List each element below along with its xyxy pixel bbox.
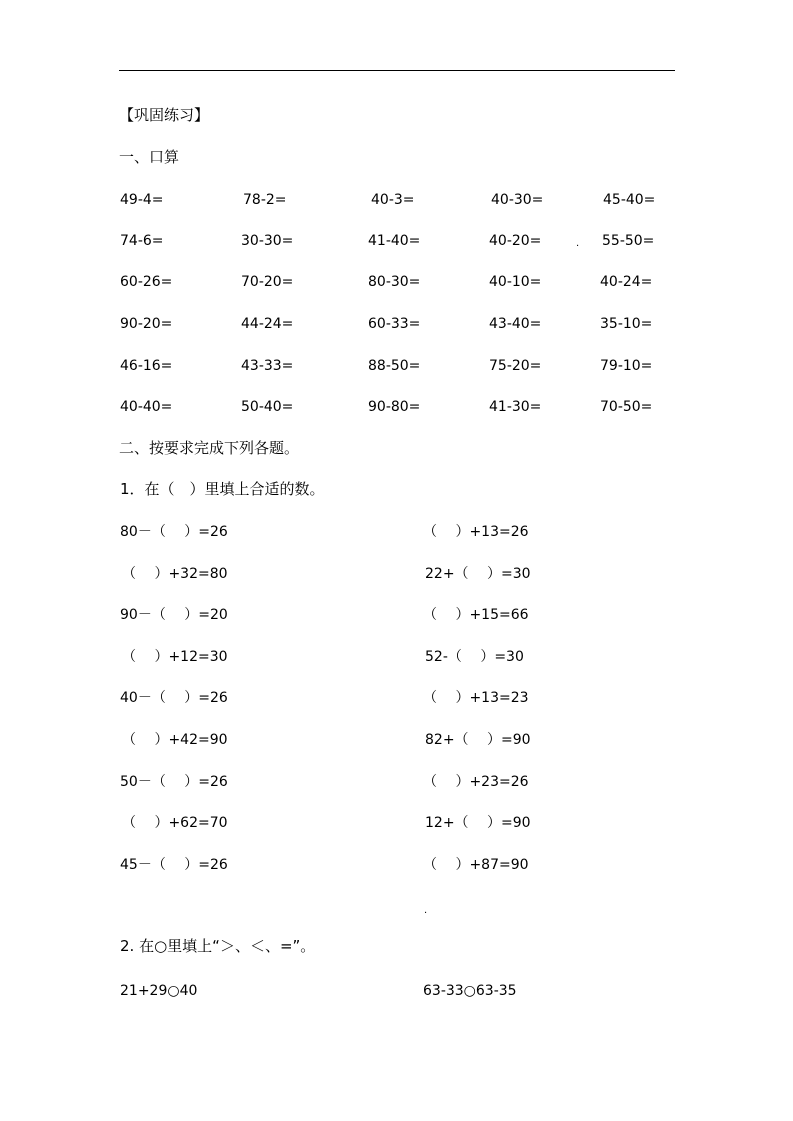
fill-r0-left: 80－（ ）=26 xyxy=(120,524,228,540)
calc-r4-c4: 79-10= xyxy=(600,358,653,374)
calc-r2-c0: 60-26= xyxy=(120,274,173,290)
fill-r4-left: 40－（ ）=26 xyxy=(120,690,228,706)
fill-r1-right: 22+（ ）=30 xyxy=(425,566,531,582)
calc-r0-c4: 45-40= xyxy=(603,192,656,208)
fill-r8-right: （ ）+87=90 xyxy=(423,857,529,873)
fill-r7-left: （ ）+62=70 xyxy=(122,815,228,831)
calc-r5-c4: 70-50= xyxy=(600,399,653,415)
fill-r3-right: 52-（ ）=30 xyxy=(425,649,524,665)
calc-r4-c2: 88-50= xyxy=(368,358,421,374)
calc-r1-c0: 74-6= xyxy=(120,233,164,249)
q2-title: 2. 在○里填上“＞、＜、=”。 xyxy=(120,937,316,955)
fill-r7-right: 12+（ ）=90 xyxy=(425,815,531,831)
calc-r0-c0: 49-4= xyxy=(120,192,164,208)
calc-r2-c1: 70-20= xyxy=(241,274,294,290)
calc-r2-c3: 40-10= xyxy=(489,274,542,290)
fill-r2-left: 90－（ ）=20 xyxy=(120,607,228,623)
fill-r5-right: 82+（ ）=90 xyxy=(425,732,531,748)
calc-r0-c1: 78-2= xyxy=(243,192,287,208)
fill-r4-right: （ ）+13=23 xyxy=(423,690,529,706)
q1-title: 1．在（ ）里填上合适的数。 xyxy=(120,480,325,498)
calc-r3-c4: 35-10= xyxy=(600,316,653,332)
calc-r2-c4: 40-24= xyxy=(600,274,653,290)
fill-r0-right: （ ）+13=26 xyxy=(423,524,529,540)
fill-r1-left: （ ）+32=80 xyxy=(122,566,228,582)
calc-r3-c0: 90-20= xyxy=(120,316,173,332)
calc-r1-c1: 30-30= xyxy=(241,233,294,249)
page-heading: 【巩固练习】 xyxy=(119,106,210,124)
calc-r3-c2: 60-33= xyxy=(368,316,421,332)
calc-r5-c0: 40-40= xyxy=(120,399,173,415)
fill-r2-right: （ ）+15=66 xyxy=(423,607,529,623)
calc-r3-c3: 43-40= xyxy=(489,316,542,332)
calc-r4-c1: 43-33= xyxy=(241,358,294,374)
compare-r0-left: 21+29○40 xyxy=(120,983,198,999)
calc-r4-c3: 75-20= xyxy=(489,358,542,374)
section1-title: 一、口算 xyxy=(119,148,180,166)
stray-dot-2: . xyxy=(424,905,428,916)
calc-r3-c1: 44-24= xyxy=(241,316,294,332)
calc-r4-c0: 46-16= xyxy=(120,358,173,374)
compare-r0-right: 63-33○63-35 xyxy=(423,983,517,999)
calc-r1-c2: 41-40= xyxy=(368,233,421,249)
calc-r1-c4: 55-50= xyxy=(602,233,655,249)
header-rule xyxy=(119,70,675,71)
calc-r0-c3: 40-30= xyxy=(491,192,544,208)
fill-r3-left: （ ）+12=30 xyxy=(122,649,228,665)
fill-r8-left: 45－（ ）=26 xyxy=(120,857,228,873)
calc-r2-c2: 80-30= xyxy=(368,274,421,290)
calc-r0-c2: 40-3= xyxy=(371,192,415,208)
fill-r6-right: （ ）+23=26 xyxy=(423,774,529,790)
calc-r1-c3: 40-20= xyxy=(489,233,542,249)
calc-r5-c2: 90-80= xyxy=(368,399,421,415)
stray-dot: . xyxy=(576,238,580,249)
calc-r5-c1: 50-40= xyxy=(241,399,294,415)
section2-title: 二、按要求完成下列各题。 xyxy=(119,439,300,457)
fill-r5-left: （ ）+42=90 xyxy=(122,732,228,748)
calc-r5-c3: 41-30= xyxy=(489,399,542,415)
fill-r6-left: 50－（ ）=26 xyxy=(120,774,228,790)
